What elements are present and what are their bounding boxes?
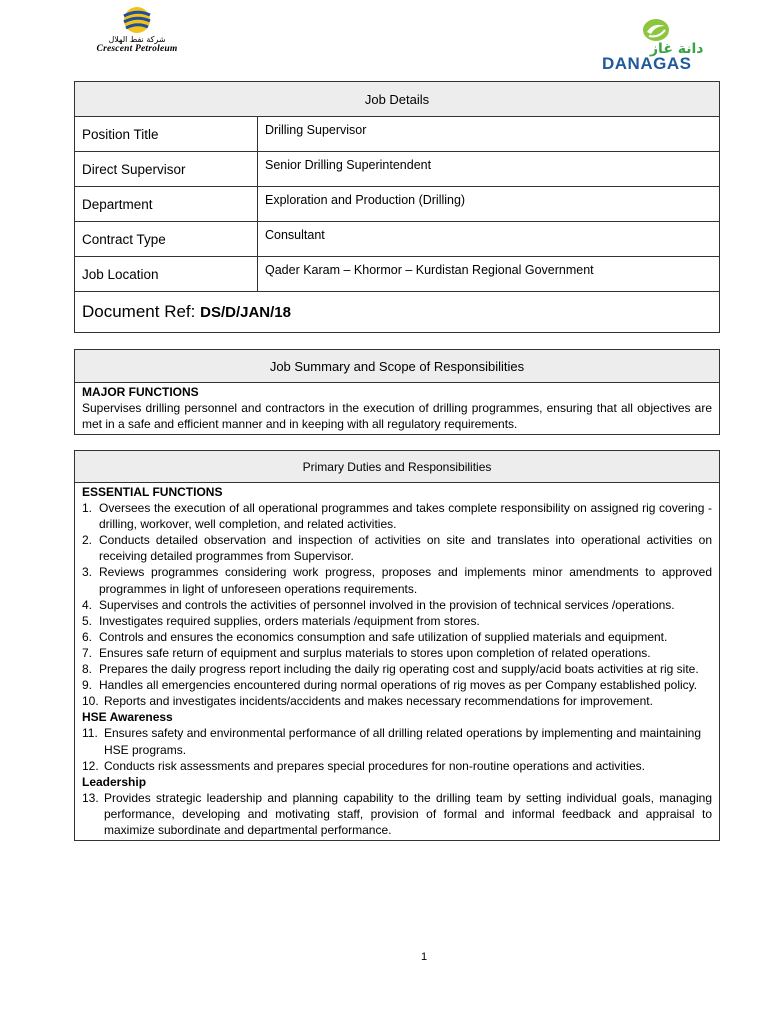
- item-text: Oversees the execution of all operational programmes and takes complete responsibility on assigned rig covering - drilling, workover, well completion, and related activities.: [99, 501, 712, 532]
- item-text: Handles all emergencies encountered during normal operations of rig moves as per Company established policy.: [99, 678, 698, 693]
- list-item: [82, 725, 712, 757]
- job-details-header: Job Details: [75, 82, 720, 117]
- list-item: [82, 661, 712, 677]
- job-summary-header: Job Summary and Scope of Responsibilities: [75, 350, 720, 383]
- contract-type-label: Contract Type: [75, 222, 258, 257]
- page-number: 1: [420, 951, 428, 963]
- item-text: Reports and investigates incidents/accidents and makes necessary recommendations for improvement.: [104, 694, 653, 709]
- danagas-arabic-name: دانة غاز: [650, 41, 704, 57]
- major-functions-text: Supervises drilling personnel and contractors in the execution of drilling programmes, ensuring that all objectives are met in a safe and efficient manner and in keeping with all regulatory requirements.: [82, 401, 712, 432]
- crescent-petroleum-logo: [72, 6, 202, 60]
- list-item: [82, 677, 712, 693]
- item-number: 2.: [82, 533, 93, 548]
- item-text: Prepares the daily progress report including the daily rig operating cost and supply/acid boats activities at rig site.: [99, 662, 699, 677]
- section-heading: ESSENTIAL FUNCTIONS: [82, 485, 223, 499]
- position-title-label: Position Title: [75, 117, 258, 152]
- position-title-value: Drilling Supervisor: [258, 117, 720, 152]
- section-heading: Leadership: [82, 774, 147, 789]
- department-value: Exploration and Production (Drilling): [258, 187, 720, 222]
- item-text: Supervises and controls the activities of personnel involved in the provision of technical services /operations.: [99, 597, 675, 612]
- item-number: 1.: [82, 501, 93, 516]
- direct-supervisor-label: Direct Supervisor: [75, 152, 258, 187]
- table-row: [75, 292, 720, 333]
- item-number: 7.: [82, 645, 93, 660]
- major-functions-heading: MAJOR FUNCTIONS: [82, 385, 199, 399]
- table-row: [75, 117, 720, 152]
- major-functions-cell: [75, 383, 720, 435]
- job-summary-table: [74, 349, 720, 435]
- job-details-table: [74, 81, 720, 333]
- list-item: [82, 790, 712, 838]
- duties-cell: [75, 483, 720, 841]
- item-text: Reviews programmes considering work progress, proposes and implements minor amendments to approved programmes in light of unforeseen operations requirements.: [99, 565, 712, 596]
- item-number: 8.: [82, 662, 93, 677]
- crescent-logo-icon: [119, 6, 155, 34]
- item-number: 6.: [82, 629, 93, 644]
- list-item: [82, 758, 712, 774]
- primary-duties-table: [74, 450, 720, 841]
- list-item: [82, 564, 712, 596]
- item-text: Ensures safe return of equipment and surplus materials to stores upon completion of related operations.: [99, 645, 651, 660]
- list-item: [82, 693, 712, 709]
- contract-type-value: Consultant: [258, 222, 720, 257]
- list-item: [82, 645, 712, 661]
- item-text: Investigates required supplies, orders materials /equipment from stores.: [99, 613, 480, 628]
- item-text: Provides strategic leadership and planning capability to the drilling team by setting individual goals, managing performance, developing and motivating staff, provision of formal and informal feedback and appraisal to maximize subordinate and departmental performance.: [104, 790, 712, 837]
- table-row: [75, 222, 720, 257]
- list-item: [82, 500, 712, 532]
- item-number: 10.: [82, 694, 99, 709]
- crescent-arabic-name: شركة نفط الهلال: [108, 35, 166, 44]
- job-location-label: Job Location: [75, 257, 258, 292]
- document-ref-value: DS/D/JAN/18: [200, 304, 291, 321]
- item-text: Conducts detailed observation and inspection of activities on site and translates into operational activities on receiving detailed programmes from Supervisor.: [99, 533, 712, 564]
- section-heading: HSE Awareness: [82, 710, 173, 725]
- item-text: Ensures safety and environmental performance of all drilling related operations by implementing and maintaining HSE programs.: [104, 726, 701, 757]
- direct-supervisor-value: Senior Drilling Superintendent: [258, 152, 720, 187]
- item-text: Conducts risk assessments and prepares special procedures for non-routine operations and activities.: [104, 758, 645, 773]
- table-row: [75, 257, 720, 292]
- danagas-english-name: DANAGAS: [602, 54, 692, 73]
- item-number: 4.: [82, 597, 93, 612]
- danagas-logo: [596, 18, 716, 74]
- item-number: 3.: [82, 565, 93, 580]
- document-ref-label: Document Ref:: [82, 302, 196, 321]
- item-text: Controls and ensures the economics consumption and safe utilization of supplied materials and equipment.: [99, 629, 668, 644]
- item-number: 9.: [82, 678, 93, 693]
- item-number: 5.: [82, 613, 93, 628]
- table-row: [75, 187, 720, 222]
- department-label: Department: [75, 187, 258, 222]
- primary-duties-header: Primary Duties and Responsibilities: [75, 451, 720, 483]
- list-item: [82, 613, 712, 629]
- job-location-value: Qader Karam – Khormor – Kurdistan Regional Government: [258, 257, 720, 292]
- list-item: [82, 629, 712, 645]
- crescent-english-name: Crescent Petroleum: [96, 44, 178, 54]
- list-item: [82, 597, 712, 613]
- list-item: [82, 532, 712, 564]
- table-row: [75, 152, 720, 187]
- item-number: 13.: [82, 790, 99, 805]
- item-number: 12.: [82, 758, 99, 773]
- document-ref: [75, 292, 720, 333]
- item-number: 11.: [82, 726, 98, 741]
